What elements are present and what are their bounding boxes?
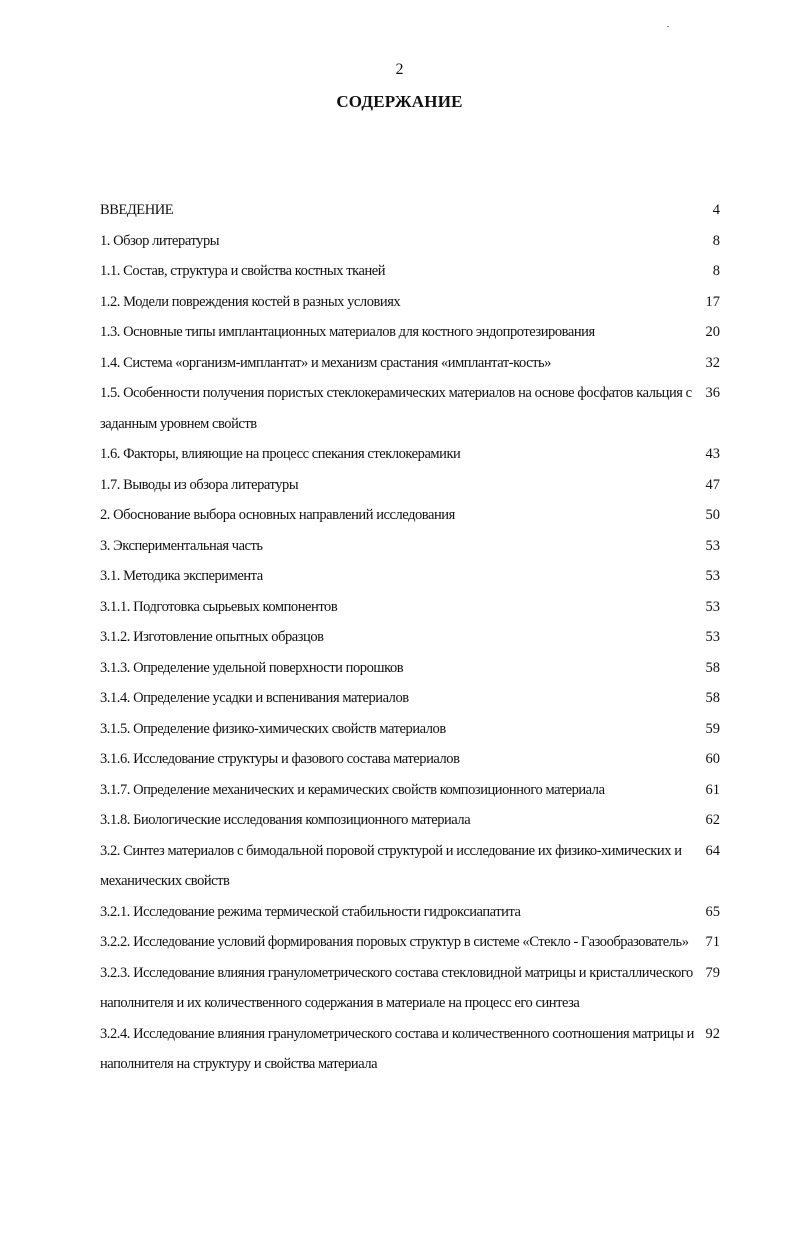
toc-entry-title: 3.2. Синтез материалов с бимодальной поровой структурой и исследование их физико-химических и механических свойств xyxy=(100,842,682,889)
toc-entry-page: 79 xyxy=(705,964,720,981)
toc-entry-page: 61 xyxy=(705,781,720,798)
toc-entry-title: 1.1. Состав, структура и свойства костных тканей xyxy=(100,263,386,279)
toc-entry-page: 53 xyxy=(705,598,720,615)
toc-entry-title: 3.2.2. Исследование условий формирования поровых структур в системе «Стекло - Газообразователь» xyxy=(100,934,689,950)
toc-entry-page: 65 xyxy=(705,903,720,920)
toc-entry-page: 58 xyxy=(705,690,720,706)
toc-entry xyxy=(100,622,740,653)
toc-entry-title: 3.2.4. Исследование влияния гранулометрического состава и количественного соотношения матрицы и наполнителя на структуру и свойства материала xyxy=(100,1025,694,1072)
toc-entry-title: 3.1.7. Определение механических и керамических свойств композиционного материала xyxy=(100,781,605,798)
toc-entry-page: 62 xyxy=(705,812,720,828)
toc-entry-title: ВВЕДЕНИЕ xyxy=(100,202,174,218)
toc-entry-title: 1.7. Выводы из обзора литературы xyxy=(100,476,299,493)
toc-entry-title: 1.6. Факторы, влияющие на процесс спекания стеклокерамики xyxy=(100,446,461,462)
toc-entry xyxy=(100,927,740,958)
page-number: 2 xyxy=(395,61,404,78)
toc-entry-title: 3.1.6. Исследование структуры и фазового состава материалов xyxy=(100,751,460,767)
toc-entry-page: 92 xyxy=(705,1025,720,1042)
toc-entry-title: 3.1.1. Подготовка сырьевых компонентов xyxy=(100,598,338,615)
toc-entry xyxy=(100,500,740,531)
toc-entry-title: 3.1.2. Изготовление опытных образцов xyxy=(100,629,324,645)
toc-entry xyxy=(100,195,740,226)
table-of-contents xyxy=(100,195,740,1080)
toc-entry xyxy=(100,836,740,897)
toc-entry-title: 3.1.8. Биологические исследования композиционного материала xyxy=(100,812,471,828)
toc-entry-title: 1.5. Особенности получения пористых стеклокерамических материалов на основе фосфатов кальция с заданным уровнем свойств xyxy=(100,385,692,432)
toc-entry xyxy=(100,775,740,806)
toc-entry xyxy=(100,226,740,257)
toc-entry-page: 36 xyxy=(705,385,720,401)
toc-entry xyxy=(100,683,740,714)
toc-entry xyxy=(100,653,740,684)
toc-entry xyxy=(100,348,740,379)
toc-entry-title: 3. Экспериментальная часть xyxy=(100,537,263,554)
toc-entry-title: 1. Обзор литературы xyxy=(100,232,220,249)
toc-entry-page: 17 xyxy=(705,293,720,310)
toc-entry-page: 4 xyxy=(712,202,720,218)
toc-entry-title: 1.2. Модели повреждения костей в разных условиях xyxy=(100,293,401,310)
toc-entry xyxy=(100,470,740,501)
scan-speck xyxy=(667,26,669,27)
toc-entry xyxy=(100,317,740,348)
toc-entry xyxy=(100,744,740,775)
toc-entry-title: 3.2.1. Исследование режима термической стабильности гидроксиапатита xyxy=(100,903,521,920)
toc-entry-title: 3.2.3. Исследование влияния гранулометрического состава стекловидной матрицы и кристаллического наполнителя и их количественного содержания в материале на процесс его синтеза xyxy=(100,964,693,1011)
toc-entry-page: 43 xyxy=(705,446,720,462)
toc-entry xyxy=(100,256,740,287)
toc-entry xyxy=(100,714,740,745)
toc-entry xyxy=(100,378,740,439)
toc-entry xyxy=(100,561,740,592)
toc-entry-page: 47 xyxy=(705,476,720,493)
toc-entry-page: 20 xyxy=(705,324,720,340)
toc-entry xyxy=(100,287,740,318)
toc-entry-page: 58 xyxy=(705,659,720,676)
toc-entry-page: 53 xyxy=(705,629,720,645)
toc-entry-title: 3.1.5. Определение физико-химических свойств материалов xyxy=(100,720,446,737)
toc-entry-page: 60 xyxy=(705,751,720,767)
toc-entry-page: 53 xyxy=(705,537,720,554)
toc-entry xyxy=(100,439,740,470)
toc-entry-page: 8 xyxy=(712,263,720,279)
toc-entry-title: 3.1.3. Определение удельной поверхности порошков xyxy=(100,659,404,676)
toc-entry xyxy=(100,805,740,836)
toc-entry-page: 59 xyxy=(705,720,720,737)
toc-entry-page: 71 xyxy=(705,934,720,950)
toc-entry-page: 8 xyxy=(712,232,720,249)
toc-entry xyxy=(100,592,740,623)
toc-entry-page: 50 xyxy=(705,507,720,523)
page-title: СОДЕРЖАНИЕ xyxy=(336,92,463,111)
toc-entry-title: 1.4. Система «организм-имплантат» и механизм срастания «имплантат-кость» xyxy=(100,354,551,371)
toc-entry-title: 1.3. Основные типы имплантационных материалов для костного эндопротезирования xyxy=(100,324,595,340)
toc-entry-title: 3.1. Методика эксперимента xyxy=(100,568,263,584)
toc-entry xyxy=(100,531,740,562)
toc-entry-page: 32 xyxy=(705,354,720,371)
toc-entry-page: 64 xyxy=(705,842,720,859)
toc-entry-title: 2. Обоснование выбора основных направлений исследования xyxy=(100,507,455,523)
toc-entry-title: 3.1.4. Определение усадки и вспенивания материалов xyxy=(100,690,409,706)
toc-entry xyxy=(100,958,740,1019)
toc-entry xyxy=(100,897,740,928)
toc-entry-page: 53 xyxy=(705,568,720,584)
toc-entry xyxy=(100,1019,740,1080)
